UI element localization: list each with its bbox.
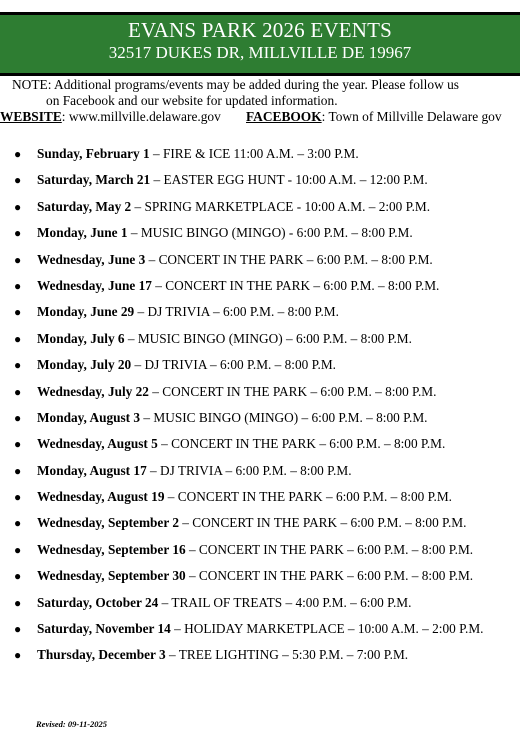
bullet-icon: ●: [14, 305, 22, 320]
bullet-icon: ●: [14, 437, 22, 452]
event-date: Monday, July 20: [37, 357, 132, 373]
event-text: [37, 510, 466, 536]
facebook-link[interactable]: FACEBOOK: Town of Millville Delaware gov: [246, 109, 502, 124]
event-text: [37, 484, 452, 510]
event-description: – SPRING MARKETPLACE - 10:00 A.M. – 2:00 P.M.: [131, 198, 431, 214]
note-line-1: NOTE: Additional programs/events may be added during the year. Please follow us: [12, 77, 459, 92]
event-item: [0, 563, 520, 589]
event-description: – CONCERT IN THE PARK – 6:00 P.M. – 8:00 P.M.: [164, 489, 452, 505]
event-item: [0, 458, 520, 484]
event-description: – DJ TRIVIA – 6:00 P.M. – 8:00 P.M.: [131, 357, 337, 373]
event-text: [37, 537, 473, 563]
bullet-icon: ●: [14, 173, 22, 188]
event-item: [0, 484, 520, 510]
event-item: [0, 326, 520, 352]
page-title: EVANS PARK 2026 EVENTS: [127, 18, 393, 42]
event-description: – DJ TRIVIA – 6:00 P.M. – 8:00 P.M.: [134, 304, 339, 320]
bullet-icon: ●: [14, 358, 22, 373]
event-date: Saturday, March 21: [37, 172, 151, 188]
bullet-icon: ●: [14, 516, 22, 531]
facebook-label: FACEBOOK: [246, 109, 322, 124]
event-item: [0, 590, 520, 616]
event-description: – MUSIC BINGO (MINGO) – 6:00 P.M. – 8:00 P.M.: [140, 409, 428, 425]
bullet-icon: ●: [14, 569, 22, 584]
event-description: – MUSIC BINGO (MINGO) – 6:00 P.M. – 8:00 P.M.: [124, 330, 412, 346]
website-label: WEBSITE: [0, 109, 62, 124]
bullet-icon: ●: [14, 331, 22, 346]
event-date: Monday, June 29: [37, 304, 135, 320]
bullet-icon: ●: [14, 542, 22, 557]
event-text: [37, 642, 408, 668]
event-date: Monday, August 17: [37, 462, 147, 478]
event-item: [0, 431, 520, 457]
event-date: Saturday, October 24: [37, 594, 159, 610]
bullet-icon: ●: [14, 410, 22, 425]
event-date: Thursday, December 3: [37, 647, 166, 663]
event-item: [0, 510, 520, 536]
note-block: [4, 77, 518, 108]
event-item: [0, 616, 520, 642]
event-date: Wednesday, September 2: [37, 515, 179, 531]
event-date: Monday, July 6: [37, 330, 125, 346]
event-text: [37, 326, 412, 352]
bullet-icon: ●: [14, 622, 22, 637]
event-date: Saturday, May 2: [37, 198, 132, 214]
website-link[interactable]: WEBSITE: www.millville.delaware.gov: [0, 109, 221, 124]
event-text: [37, 247, 433, 273]
event-date: Wednesday, June 3: [37, 251, 146, 267]
event-date: Wednesday, September 30: [37, 568, 186, 584]
event-item: [0, 167, 520, 193]
bullet-icon: ●: [14, 384, 22, 399]
events-list: [0, 141, 520, 669]
event-date: Sunday, February 1: [37, 146, 150, 161]
event-text: [37, 379, 436, 405]
event-description: – CONCERT IN THE PARK – 6:00 P.M. – 8:00 P.M.: [151, 277, 440, 293]
event-item: [0, 141, 520, 167]
event-item: [0, 352, 520, 378]
event-description: – CONCERT IN THE PARK – 6:00 P.M. – 8:00 P.M.: [145, 251, 433, 267]
bullet-icon: ●: [14, 490, 22, 505]
event-item: [0, 247, 520, 273]
bullet-icon: ●: [14, 252, 22, 267]
note-line-2: on Facebook and our website for updated information.: [46, 92, 338, 108]
event-item: [0, 299, 520, 325]
revised-date: Revised: 09-11-2025: [36, 719, 108, 729]
event-date: Wednesday, August 19: [37, 489, 165, 505]
event-text: [37, 167, 428, 193]
event-text: [37, 590, 411, 616]
event-text: [37, 616, 483, 642]
event-description: – CONCERT IN THE PARK – 6:00 P.M. – 8:00 P.M.: [185, 568, 474, 584]
bullet-icon: ●: [14, 463, 22, 478]
event-item: [0, 273, 520, 299]
event-item: [0, 537, 520, 563]
event-date: Monday, June 1: [37, 225, 128, 241]
event-item: [0, 405, 520, 431]
bullet-icon: ●: [14, 595, 22, 610]
bullet-icon: ●: [14, 147, 22, 161]
event-description: – FIRE & ICE 11:00 A.M. – 3:00 P.M.: [149, 146, 359, 161]
event-text: [37, 299, 339, 325]
event-date: Monday, August 3: [37, 409, 141, 425]
event-description: – CONCERT IN THE PARK – 6:00 P.M. – 8:00 P.M.: [148, 383, 437, 399]
event-date: Wednesday, June 17: [37, 277, 152, 293]
event-description: – CONCERT IN THE PARK – 6:00 P.M. – 8:00 P.M.: [178, 515, 467, 531]
event-description: – HOLIDAY MARKETPLACE – 10:00 A.M. – 2:00 P.M.: [170, 621, 484, 637]
event-item: [0, 379, 520, 405]
event-text: [37, 273, 439, 299]
facebook-page: Town of Millville Delaware gov: [328, 109, 502, 124]
event-description: – TRAIL OF TREATS – 4:00 P.M. – 6:00 P.M.: [158, 594, 412, 610]
event-item: [0, 194, 520, 220]
event-description: – EASTER EGG HUNT - 10:00 A.M. – 12:00 P.M.: [150, 172, 428, 188]
event-description: – CONCERT IN THE PARK – 6:00 P.M. – 8:00 P.M.: [185, 541, 474, 557]
bullet-icon: ●: [14, 226, 22, 241]
event-item: [0, 220, 520, 246]
event-text: [37, 458, 352, 484]
event-text: [37, 405, 427, 431]
bullet-icon: ●: [14, 648, 22, 663]
event-description: – TREE LIGHTING – 5:30 P.M. – 7:00 P.M.: [165, 647, 409, 663]
website-url: www.millville.delaware.gov: [68, 109, 221, 124]
address: 32517 DUKES DR, MILLVILLE DE 19967: [108, 43, 412, 62]
event-description: – MUSIC BINGO (MINGO) - 6:00 P.M. – 8:00 P.M.: [127, 225, 413, 241]
event-description: – CONCERT IN THE PARK – 6:00 P.M. – 8:00 P.M.: [157, 436, 446, 452]
event-date: Wednesday, July 22: [37, 383, 149, 399]
event-date: Saturday, November 14: [37, 621, 171, 637]
event-text: [37, 563, 473, 589]
header-banner: [0, 15, 520, 76]
links-line: [0, 109, 520, 125]
event-text: [37, 220, 413, 246]
event-description: – DJ TRIVIA – 6:00 P.M. – 8:00 P.M.: [146, 462, 352, 478]
event-text: [37, 352, 336, 378]
event-date: Wednesday, August 5: [37, 436, 158, 452]
event-date: Wednesday, September 16: [37, 541, 186, 557]
bullet-icon: ●: [14, 278, 22, 293]
event-text: [37, 141, 359, 167]
event-text: [37, 194, 430, 220]
bullet-icon: ●: [14, 199, 22, 214]
event-item: [0, 642, 520, 668]
event-text: [37, 431, 445, 457]
